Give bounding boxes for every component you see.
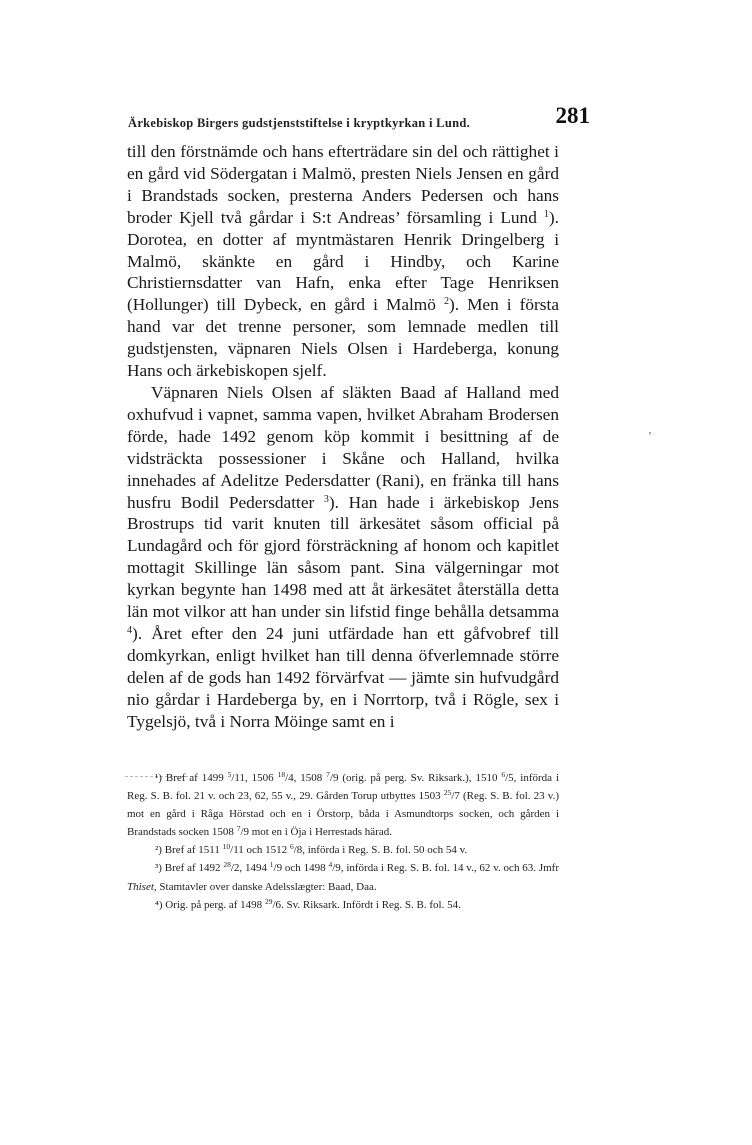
footnote-4: ⁴) Orig. på perg. af 1498 $^{29}$/6. Sv. Riksark. Infördt i Reg. S. B. fol. 54. — [155, 896, 461, 911]
footnote-ref-1: 1 — [543, 208, 549, 220]
footnote-2: ²) Bref af 1511 $^{10}$/11 och 1512 $^6$/8, införda i Reg. S. B. fol. 50 och 54 v. — [155, 842, 468, 857]
page-header — [128, 103, 596, 137]
body-text — [127, 141, 559, 732]
footnotes — [127, 769, 559, 914]
footnote-1: ¹) Bref af 1499 $^5$/11, 1506 $^{18}$/4, 1508 $^7$/9 (orig. på perg. Sv. Riksark.), 1510 $^6$/5, införda i Reg. S. B. fol. 21 v. och 23, 62, 55 v., 29. Gården Torup utbyttes 1503 $^{25}$/7 (Reg. S. B. fol. 23 v.) mot en gård i Råga Hörstad och en i Örstorp, båda i Asmundtorps socken, och gården i Brandstads socken 1508 $^7$/9 mot en i Öja i Herrestads härad. — [127, 770, 560, 839]
footnote-ref-4: 4 — [127, 624, 132, 636]
footnote-ref-3: 3 — [323, 493, 329, 505]
running-title: Ärkebiskop Birgers gudstjenststiftelse i kryptkyrkan i Lund. — [128, 116, 470, 130]
cited-author: Thiset — [127, 880, 154, 893]
page-number: 281 — [555, 103, 590, 128]
footnote-ref-2: 2 — [443, 296, 449, 308]
paragraph-2: Väpnaren Niels Olsen af släkten Baad af Halland med oxhufvud i vapnet, samma vapen, hvilket Abraham Brodersen förde, hade 1492 genom köp kommit i besittning af de vidsträckta possessioner i Skåne och Halland, hvilka innehades af Adelitze Pedersdatter (Rani), en fränka till hans husfru Bodil Pedersdatter $^3$). Han hade i ärkebiskop Jens Brostrups tid varit knuten till ärkesätet såsom official på Lundagård och för gjord försträckning af honom och kapitlet mottagit Skillinge län såsom pant. Sina välgerningar mot kyrkan begynte han 1498 med att åt ärkesätet återställa detta län mot vilkor att han under sin lifstid finge behålla detsamma $^4$). Året efter den 24 juni utfärdade han ett gåfvobref till domkyrkan, enligt hvilket han till denna öfverlemnade större delen af de gods han 1492 förvärfvat — jämte sin hufvudgård nio gårdar i Hardeberga by, en i Norrtorp, två i Rögle, sex i Tygelsjö, två i Norra Möinge samt en i — [127, 382, 559, 731]
footnote-3: ³) Bref af 1492 $^{28}$/2, 1494 $^1$/9 och 1498 $^4$/9, införda i Reg. S. B. fol. 14 v., 62 v. och 63. Jmfr Thiset, Stamtavler over danske Adelsslægter: Baad, Daa. — [127, 860, 559, 893]
paragraph-1: till den förstnämde och hans efterträdare sin del och rättighet i en gård vid Södergatan i Malmö, presten Niels Jensen en gård i Brandstads socken, presterna Anders Pedersen och hans broder Kjell två gårdar i S:t Andreas’ församling i Lund $^1$). Dorotea, en dotter af myntmästaren Henrik Dringelberg i Malmö, skänkte en gård i Hindby, och Karine Christiernsdatter van Hafn, enka efter Tage Henriksen (Hollunger) till Dybeck, en gård i Malmö $^2$). Men i första hand var det trenne personer, som lemnade medlen till gudstjensten, väpnaren Niels Olsen i Hardeberga, konung Hans och ärkebiskopen sjelf. — [127, 142, 559, 381]
stray-mark: ‚ — [648, 422, 652, 436]
